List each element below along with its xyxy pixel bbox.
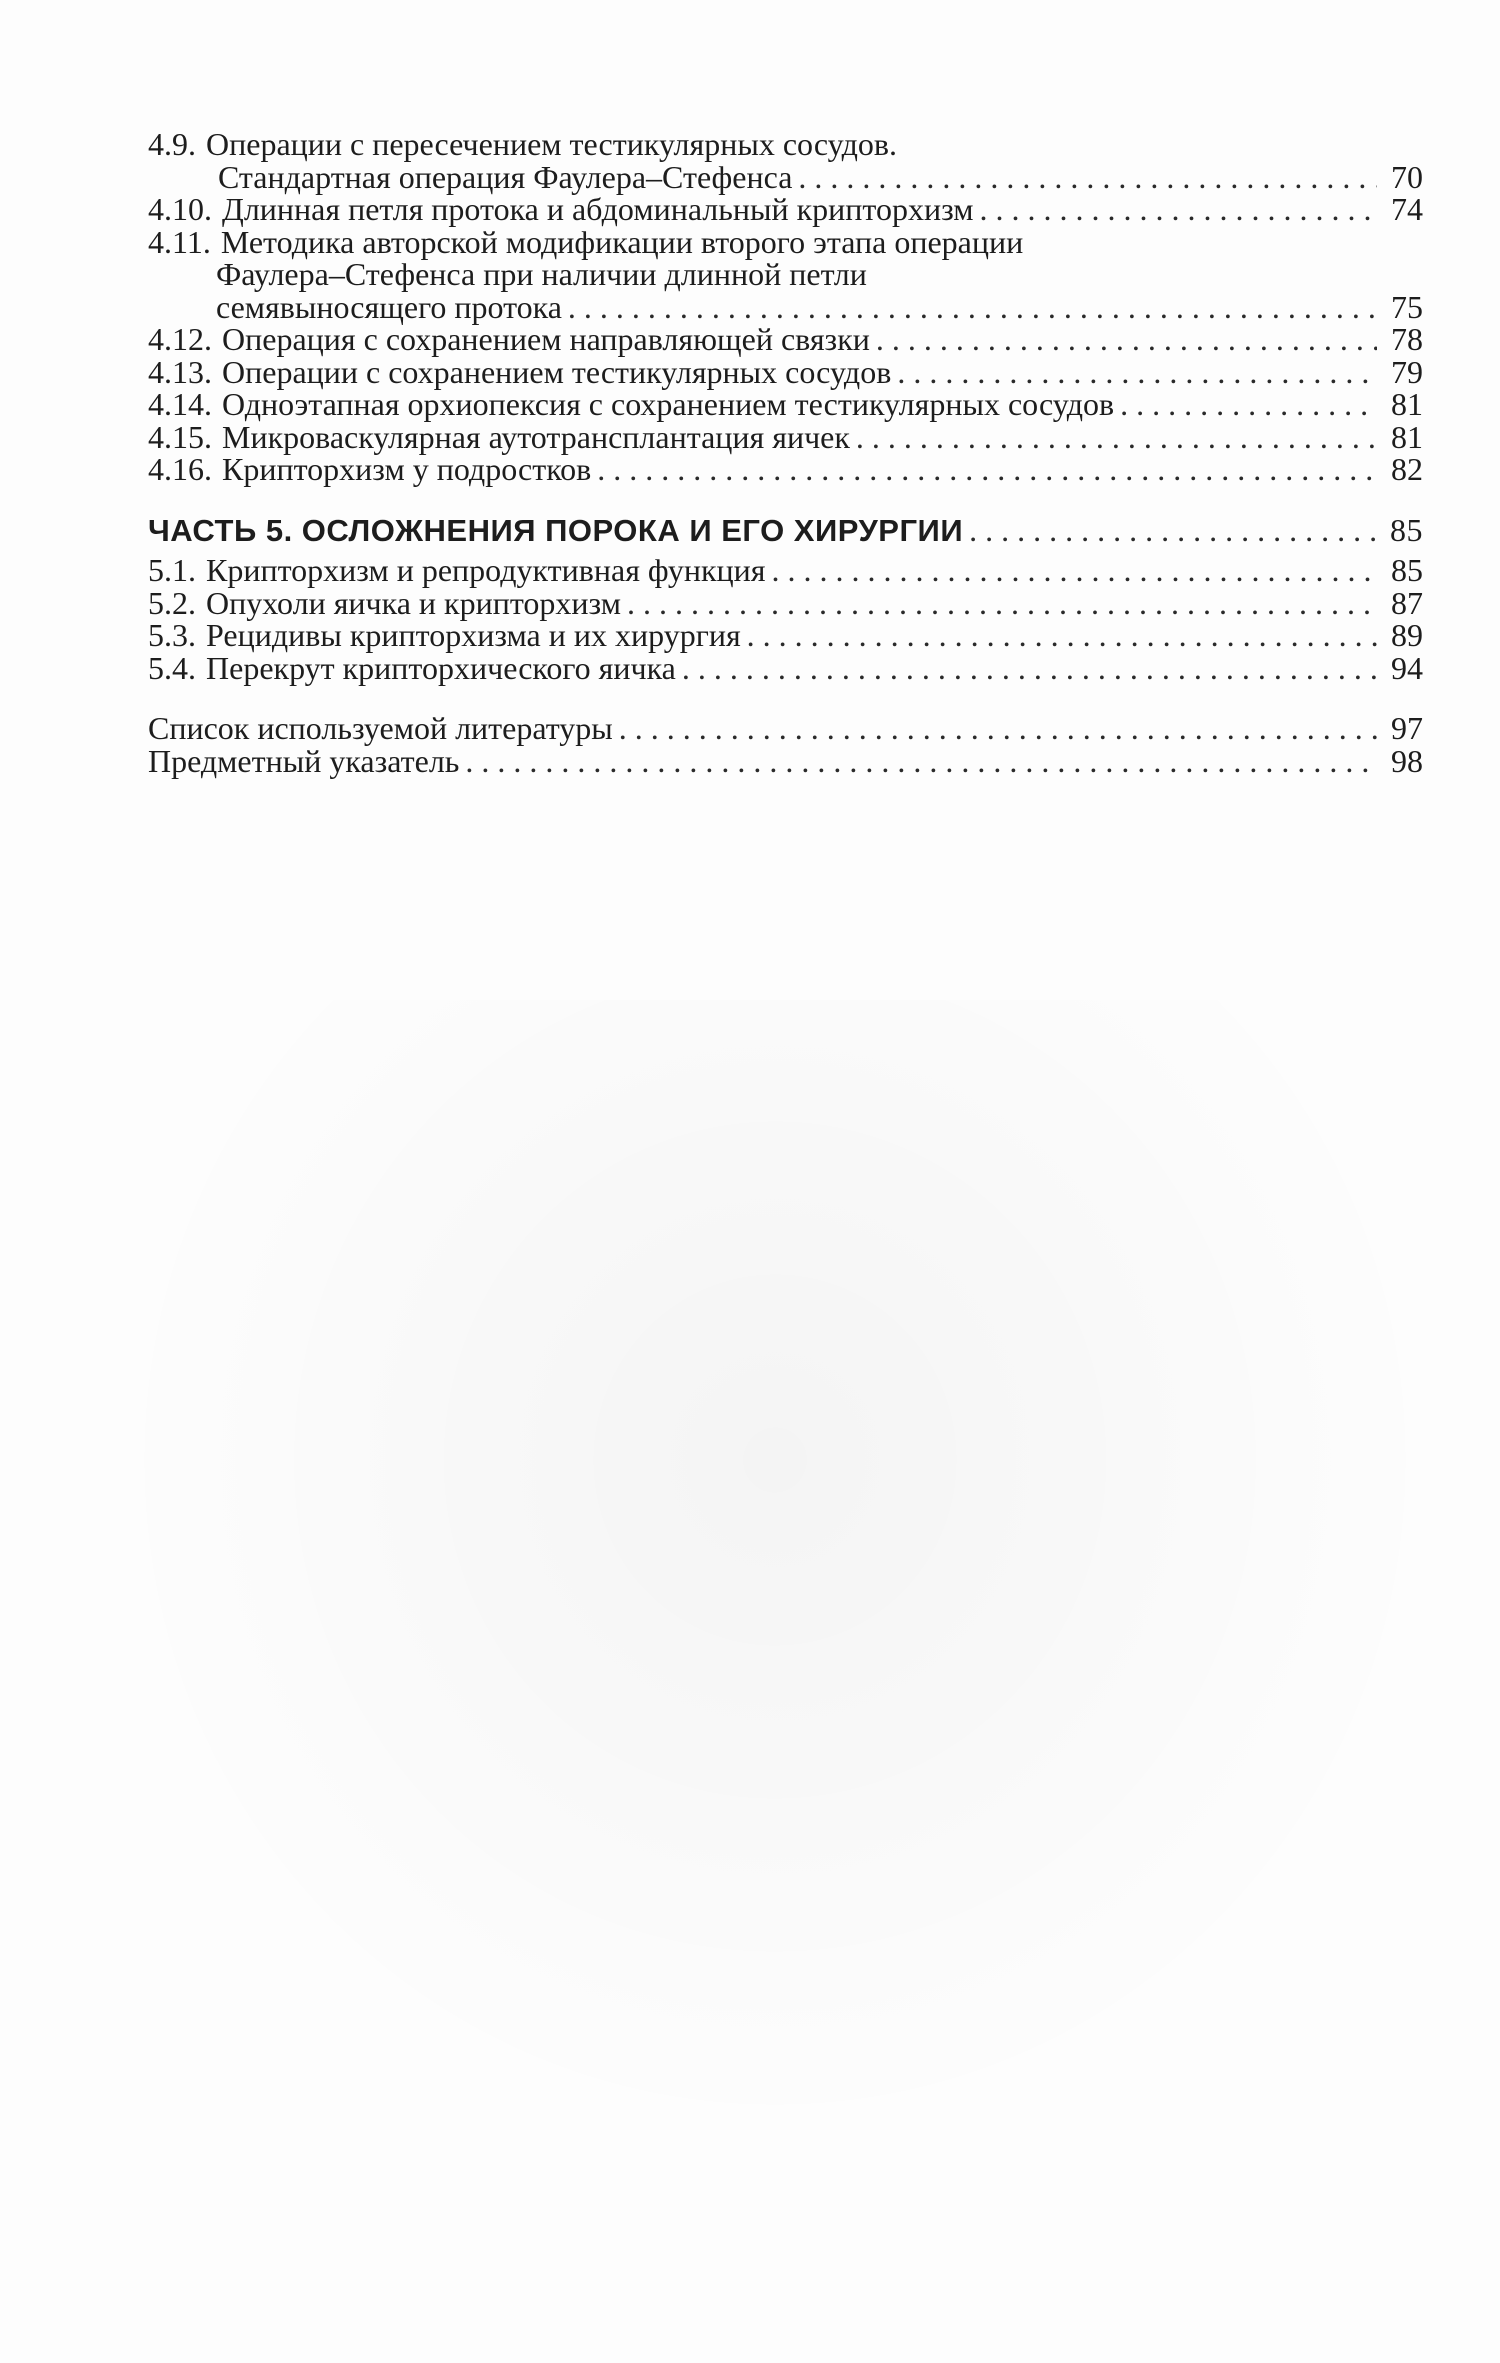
part-page: 85 bbox=[1390, 511, 1423, 548]
leader-dots bbox=[897, 356, 1377, 389]
toc-entry-4-11 bbox=[148, 223, 1423, 325]
leader-dots bbox=[597, 453, 1377, 486]
leader-dots bbox=[980, 193, 1377, 226]
toc-entry-page: 98 bbox=[1391, 742, 1423, 779]
leader-dots bbox=[619, 712, 1377, 745]
toc-entry-number: 5.1. bbox=[148, 552, 196, 588]
toc-entry-title: Предметный указатель bbox=[148, 742, 460, 779]
toc-entry-4-14 bbox=[148, 388, 1423, 421]
toc-entry-5-1 bbox=[148, 554, 1423, 587]
leader-dots bbox=[798, 161, 1377, 194]
toc-entry-page: 70 bbox=[1391, 158, 1423, 195]
toc-entry-title-line-2: Фаулера–Стефенса при наличии длинной петли bbox=[216, 256, 867, 292]
toc-entry-title-line-1: Операции с пересечением тестикулярных сосудов. bbox=[206, 126, 897, 162]
toc-part-5-heading bbox=[148, 511, 1423, 548]
toc-entry-page: 85 bbox=[1391, 552, 1423, 588]
leader-dots bbox=[682, 652, 1377, 685]
show-through-background bbox=[100, 1000, 1450, 2150]
toc-entry-number: 5.4. bbox=[148, 649, 196, 686]
toc-entry-page: 82 bbox=[1391, 451, 1423, 487]
toc-entry-title: Рецидивы крипторхизма и их хирургия bbox=[206, 617, 741, 653]
table-of-contents bbox=[148, 128, 1423, 777]
toc-entry-title: Список используемой литературы bbox=[148, 710, 613, 746]
toc-entry-4-12 bbox=[148, 323, 1423, 356]
toc-entry-4-9 bbox=[148, 128, 1423, 193]
toc-entry-number: 4.15. bbox=[148, 418, 212, 455]
toc-entry-number: 4.13. bbox=[148, 353, 212, 390]
leader-dots bbox=[772, 554, 1378, 587]
toc-entry-page: 81 bbox=[1391, 386, 1423, 422]
toc-entry-subject-index bbox=[148, 742, 1423, 779]
toc-entry-number: 5.3. bbox=[148, 617, 196, 653]
toc-entry-number: 4.10. bbox=[148, 191, 212, 227]
toc-entry-4-15 bbox=[148, 418, 1423, 455]
toc-entry-title: Перекрут крипторхического яичка bbox=[206, 649, 676, 686]
toc-entry-page: 78 bbox=[1391, 321, 1423, 357]
toc-entry-page: 74 bbox=[1391, 191, 1423, 227]
toc-entry-references bbox=[148, 712, 1423, 745]
leader-dots bbox=[856, 421, 1377, 454]
toc-entry-title: Опухоли яичка и крипторхизм bbox=[206, 584, 621, 621]
toc-entry-title: Крипторхизм и репродуктивная функция bbox=[206, 552, 766, 588]
toc-entry-page: 94 bbox=[1391, 649, 1423, 686]
toc-entry-number: 5.2. bbox=[148, 584, 196, 621]
toc-entry-title: Длинная петля протока и абдоминальный крипторхизм bbox=[222, 191, 974, 227]
toc-entry-title: Микроваскулярная аутотрансплантация яичек bbox=[222, 418, 850, 455]
toc-entry-page: 97 bbox=[1391, 710, 1423, 746]
part-title: ЧАСТЬ 5. ОСЛОЖНЕНИЯ ПОРОКА И ЕГО ХИРУРГИИ bbox=[148, 512, 964, 548]
toc-entry-number: 4.9. bbox=[148, 126, 196, 162]
section-spacer bbox=[148, 684, 1423, 712]
toc-entry-number: 4.14. bbox=[148, 386, 212, 422]
toc-entry-title: Одноэтапная орхиопексия с сохранением тестикулярных сосудов bbox=[222, 386, 1115, 422]
toc-entry-5-3 bbox=[148, 619, 1423, 652]
toc-entry-title: Операция с сохранением направляющей связки bbox=[222, 321, 870, 357]
toc-entry-number: 4.16. bbox=[148, 451, 212, 487]
leader-dots bbox=[465, 745, 1377, 778]
leader-dots bbox=[876, 323, 1377, 356]
toc-entry-title-line-1: Методика авторской модификации второго этапа операции bbox=[220, 223, 1024, 260]
toc-entry-5-4 bbox=[148, 649, 1423, 686]
toc-entry-4-16 bbox=[148, 453, 1423, 486]
toc-entry-4-13 bbox=[148, 353, 1423, 390]
leader-dots bbox=[1120, 388, 1377, 421]
leader-dots bbox=[969, 514, 1377, 547]
toc-entry-5-2 bbox=[148, 584, 1423, 621]
toc-entry-page: 81 bbox=[1391, 418, 1423, 455]
toc-entry-page: 75 bbox=[1391, 288, 1423, 325]
toc-entry-title-line-3: семявыносящего протока bbox=[216, 288, 562, 325]
leader-dots bbox=[568, 291, 1377, 324]
toc-entry-page: 87 bbox=[1391, 584, 1423, 621]
toc-entry-number: 4.11. bbox=[148, 223, 211, 260]
toc-entry-page: 89 bbox=[1391, 617, 1423, 653]
toc-entry-4-10 bbox=[148, 193, 1423, 226]
leader-dots bbox=[627, 587, 1377, 620]
toc-entry-title-line-2: Стандартная операция Фаулера–Стефенса bbox=[218, 158, 793, 195]
toc-entry-number: 4.12. bbox=[148, 321, 212, 357]
toc-entry-page: 79 bbox=[1391, 353, 1423, 390]
toc-entry-title: Крипторхизм у подростков bbox=[222, 451, 592, 487]
toc-entry-title: Операции с сохранением тестикулярных сосудов bbox=[222, 353, 892, 390]
leader-dots bbox=[747, 619, 1377, 652]
